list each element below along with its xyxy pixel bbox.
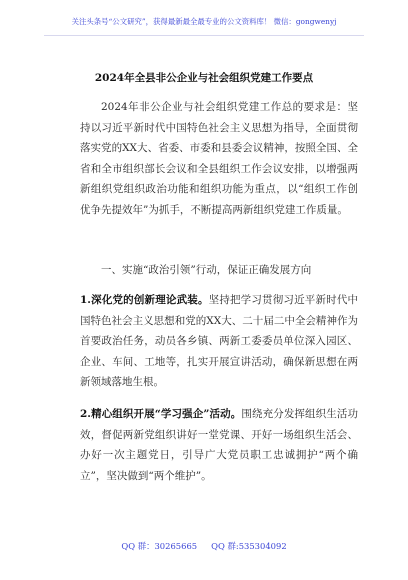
footer-qq-group-1: QQ 群：30265665 [121, 541, 198, 551]
item-lead-2: 2.精心组织开展“学习强企”活动。 [80, 408, 242, 420]
section-heading: 一、实施“政治引领”行动，保证正确发展方向 [101, 264, 312, 276]
header-divider [44, 35, 364, 36]
item-body-2: 围绕充分发挥组织生活功效，督促两新党组织讲好一堂党课、开好一场组织生活会、办好一次主题党日，引导广大党员职工忠诚拥护“两个确立”，坚决做到“两个维护”。 [80, 408, 358, 482]
document-title: 2024年全县非公企业与社会组织党建工作要点 [94, 72, 314, 84]
item-paragraph-2 [80, 404, 358, 486]
item-lead-1: 1.深化党的创新理论武装。 [80, 294, 209, 306]
item-paragraph-1 [80, 290, 358, 393]
footer-contact [0, 540, 408, 552]
item-body-1: 坚持把学习贯彻习近平新时代中国特色社会主义思想和党的XX大、二十届二中全会精神作为首要政治任务，动员各乡镇、两新工委委员单位深入园区、企业、车间、工地等，扎实开展宣讲活动，确保新思想在两新领域落地生根。 [80, 294, 358, 388]
header-promo-banner: 关注头条号“公文研究”，获得最新最全最专业的公文资料库！ 微信：gongwenyj [71, 17, 337, 26]
intro-paragraph: 2024年非公企业与社会组织党建工作总的要求是：坚持以习近平新时代中国特色社会主义思想为指导，全面贯彻落实党的XX大、省委、市委和县委会议精神，按照全国、全省和全市组织部长会议和全县组织工作会议安排，以增强两新组织党组织政治功能和组织功能为重点，以“组织工作创优争先提效年”为抓手，不断提高两新组织党建工作质量。 [80, 101, 358, 216]
footer-qq-group-2: QQ 群:535304092 [211, 541, 287, 551]
